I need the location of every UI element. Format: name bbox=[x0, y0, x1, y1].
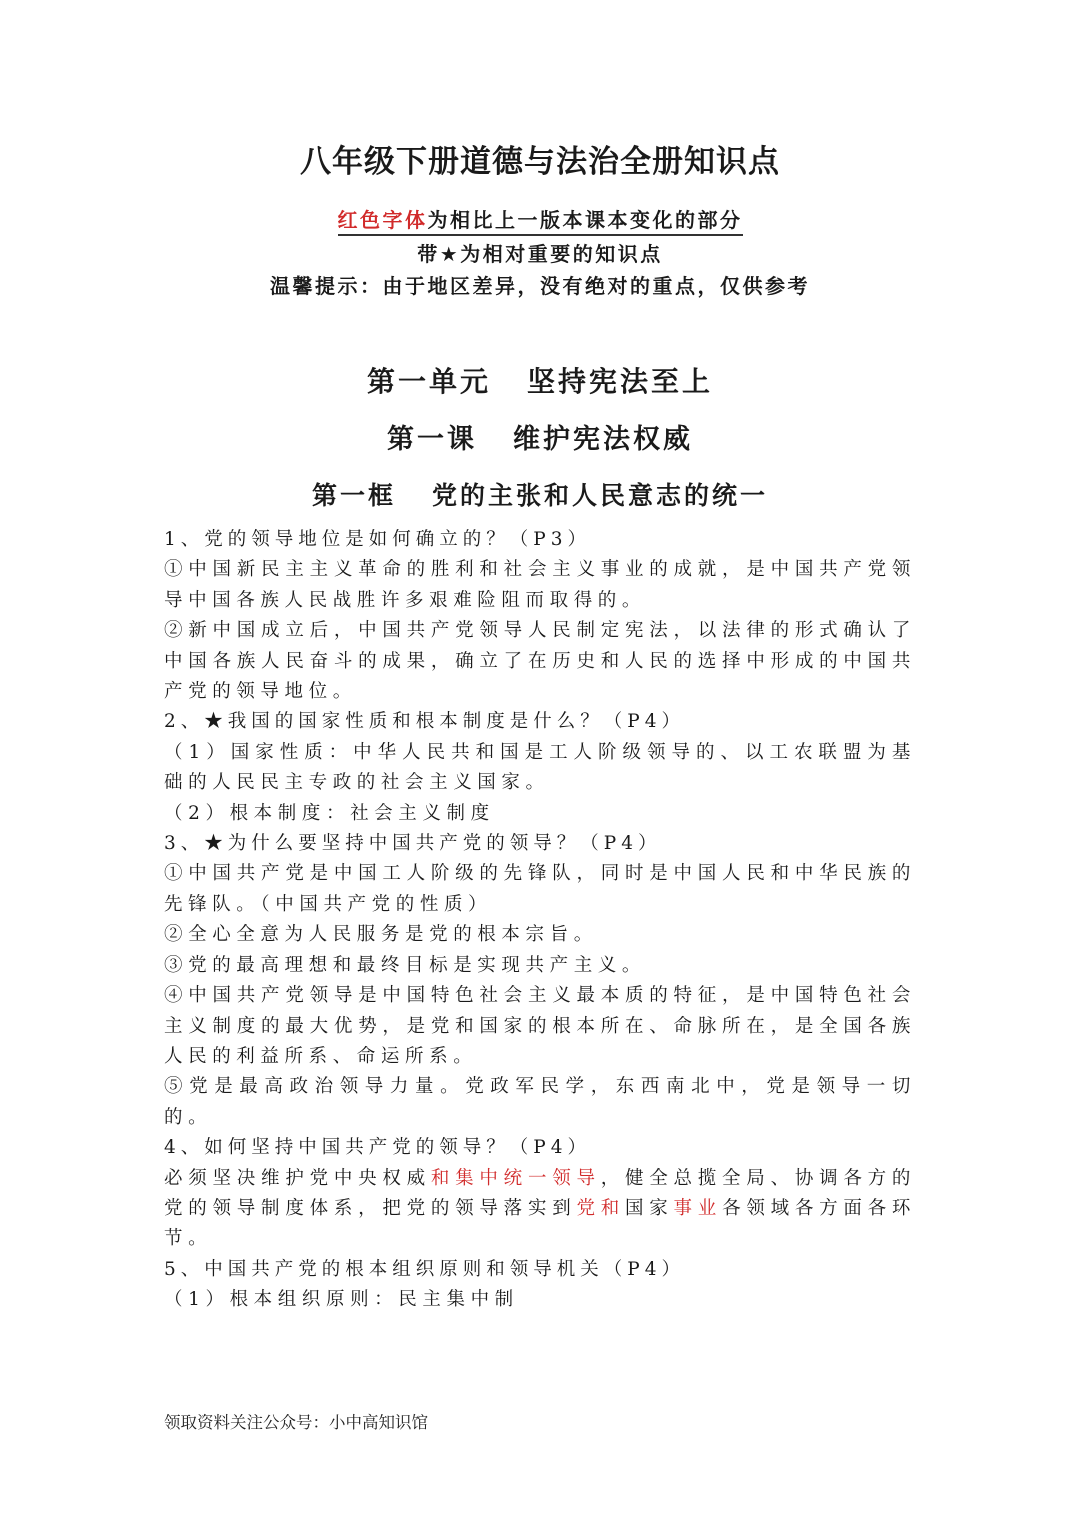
answer-4-part: ，健全总揽全局、协调各方的党的领导制度体系，把党的领导落实到 bbox=[164, 1167, 916, 1219]
answer-1-1: ①中国新民主主义革命的胜利和社会主义事业的成就，是中国共产党领导中国各族人民战胜许多艰难险阻而取得的。 bbox=[164, 559, 916, 611]
answer-2-2: （2）根本制度：社会主义制度 bbox=[164, 802, 495, 824]
notes-block bbox=[0, 206, 1080, 302]
answer-3-4: ④中国共产党领导是中国特色社会主义最本质的特征，是中国特色社会主义制度的最大优势，是党和国家的根本所在、命脉所在，是全国各族人民的利益所系、命运所系。 bbox=[164, 985, 916, 1067]
document-title: 八年级下册道德与法治全册知识点 bbox=[300, 144, 780, 180]
answer-4-red: 和集中统一领导 bbox=[430, 1167, 601, 1189]
unit-name: 坚持宪法至上 bbox=[527, 365, 714, 398]
unit-label: 第一单元 bbox=[366, 365, 491, 398]
answer-4-part: 国家 bbox=[625, 1197, 674, 1219]
question-3: 3、★为什么要坚持中国共产党的领导？（P4） bbox=[164, 833, 662, 855]
answer-5-1: （1）根本组织原则：民主集中制 bbox=[164, 1289, 519, 1311]
footer-note: 领取资料关注公众号：小中高知识馆 bbox=[164, 1413, 428, 1432]
answer-2-1: （1）国家性质：中华人民共和国是工人阶级领导的、以工农联盟为基础的人民民主专政的社会主义国家。 bbox=[164, 741, 916, 794]
frame-name: 党的主张和人民意志的统一 bbox=[432, 481, 769, 510]
answer-4-part: 必须坚决维护党中央权威 bbox=[164, 1167, 431, 1189]
answer-1-2: ②新中国成立后，中国共产党领导人民制定宪法，以法律的形式确认了中国各族人民奋斗的成果，确立了在历史和人民的选择中形成的中国共产党的领导地位。 bbox=[164, 620, 916, 703]
lesson-title bbox=[0, 418, 1080, 462]
frame-label: 第一框 bbox=[311, 481, 396, 510]
frame-title bbox=[0, 476, 1080, 516]
answer-4-red: 事业 bbox=[673, 1197, 723, 1219]
answer-3-3: ③党的最高理想和最终目标是实现共产主义。 bbox=[164, 954, 647, 976]
question-4: 4、如何坚持中国共产党的领导？（P4） bbox=[164, 1137, 591, 1159]
content-body bbox=[164, 525, 916, 1316]
answer-4-red: 党和 bbox=[576, 1197, 625, 1219]
note-red-text: 红色字体 bbox=[337, 208, 428, 232]
lesson-label: 第一课 bbox=[387, 424, 477, 455]
note-star: 带★为相对重要的知识点 bbox=[417, 242, 663, 266]
question-2: 2、★我国的国家性质和根本制度是什么？（P4） bbox=[164, 711, 685, 733]
note-changes-text: 为相比上一版本课本变化的部分 bbox=[427, 208, 743, 232]
answer-4 bbox=[164, 1164, 916, 1255]
answer-3-1: ①中国共产党是中国工人阶级的先锋队，同时是中国人民和中华民族的先锋队。（中国共产党的性质） bbox=[164, 863, 916, 915]
answer-3-5: ⑤党是最高政治领导力量。党政军民学，东西南北中，党是领导一切的。 bbox=[164, 1076, 916, 1128]
question-1: 1、党的领导地位是如何确立的？（P3） bbox=[164, 529, 591, 550]
note-tip: 温馨提示：由于地区差异，没有绝对的重点，仅供参考 bbox=[270, 274, 810, 298]
note-changes bbox=[338, 206, 743, 236]
lesson-name: 维护宪法权威 bbox=[513, 424, 693, 455]
unit-title bbox=[0, 360, 1080, 404]
answer-3-2: ②全心全意为人民服务是党的根本宗旨。 bbox=[164, 924, 598, 946]
question-5: 5、中国共产党的根本组织原则和领导机关（P4） bbox=[164, 1258, 685, 1280]
answer-4-part: 各领域各方面各环节。 bbox=[164, 1197, 917, 1250]
